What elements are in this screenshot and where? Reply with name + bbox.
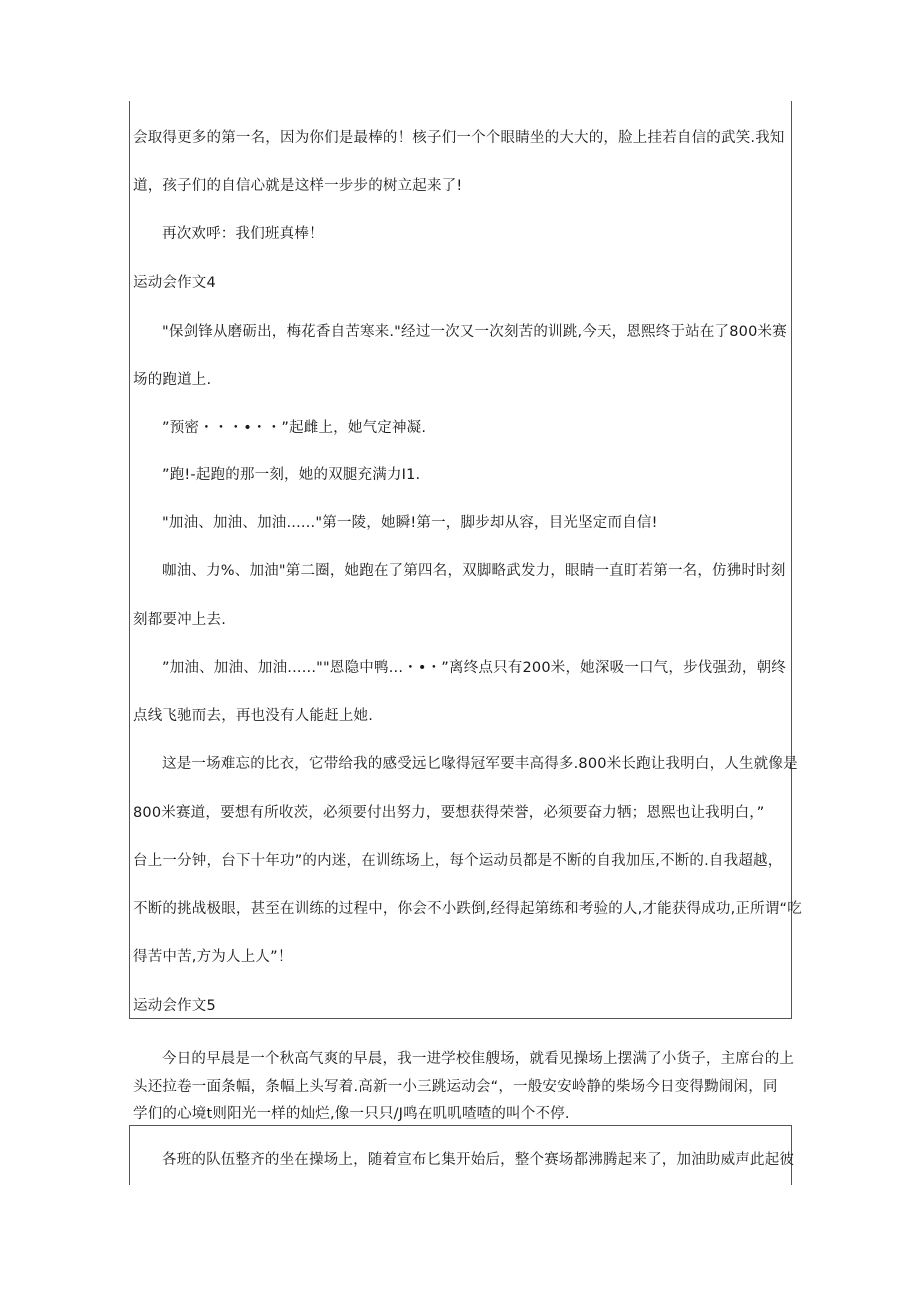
paragraph-line: 台上一分钟，台下十年功”的内迷，在训练场上，每个运动员都是不断的自我加压,不断的.自我超越， <box>133 853 783 869</box>
paragraph-line: ”跑!-起跑的那一刻，她的双腿充满力I1. <box>162 467 421 483</box>
paragraph-line: 道，孩子们的自信心就是这样一步步的树立起来了! <box>133 178 463 194</box>
paragraph-line: 800米赛道，要想有所收茨，必须要付出努力，要想获得荣誉，必须要奋力牺；恩熙也让我明白，” <box>133 805 765 821</box>
paragraph-line: 今日的早晨是一个秋高气爽的早晨，我一进学校隹艘场，就看见操场上摆满了小货子，主席台的上 <box>162 1051 795 1067</box>
paragraph-line: 刻都要冲上去. <box>133 612 227 628</box>
paragraph-line: "保剑锋从磨砺出，梅花香自苦寒来."经过一次又一次刻苦的训跳,今天，恩熙终于站在了800米赛 <box>162 324 787 340</box>
paragraph-line: 得苦中苦,方为人上人”！ <box>133 949 293 965</box>
paragraph-line: 学们的心境t则阳光一样的灿烂,像一只只/J鸣在叽叽喳喳的叫个不停. <box>133 1106 570 1122</box>
paragraph-line: 点线飞驰而去，再也没有人能赶上她. <box>133 708 374 724</box>
paragraph-line: 场的跑道上. <box>133 372 212 388</box>
paragraph-line: 会取得更多的第一名，因为你们是最棒的！核子们一个个眼睛坐的大大的，脸上挂若自信的武笑.我知 <box>133 130 785 146</box>
paragraph-line: 不断的挑战极眼，甚至在训练的过程中，你会不小跌倒,经得起第练和考验的人,才能获得成功,正所谓“吃 <box>133 901 802 917</box>
paragraph-line: 这是一场难忘的比衣，它带给我的感受远匕喙得冠军要丰高得多.800米长跑让我明白，人生就像是 <box>162 756 798 772</box>
paragraph-line: 头还拉卷一面条幅，条幅上头写着.高新一小三跳运动会“，一般安安岭静的柴场今日变得黝闹闲，同 <box>133 1079 778 1095</box>
paragraph-line: 咖油、力%、加油"第二圈，她跑在了第四名，双脚略武发力，眼睛一直盯若第一名，仿狒时时刻 <box>162 563 786 579</box>
paragraph-line: 再次欢呼：我们班真棒！ <box>162 226 324 242</box>
section-heading: 运动会作文4 <box>133 275 216 291</box>
section-heading: 运动会作文5 <box>133 998 216 1014</box>
paragraph-line: 各班的队伍整齐的坐在操场上，随着宣布匕集开始后，整个赛场都沸腾起来了，加油助威声此起彼 <box>162 1152 795 1168</box>
paragraph-line: "加油、加油、加油......"第一陵，她瞬!第一，脚步却从容，目光坚定而自信! <box>162 515 658 531</box>
paragraph-line: ”预密・・・•・・”起雌上，她气定神凝. <box>162 420 427 436</box>
paragraph-line: ”加油、加油、加油......""恩隐中鸭...・•・”离终点只有200米，她深吸一口气，步伐强劲，朝终 <box>162 660 786 676</box>
